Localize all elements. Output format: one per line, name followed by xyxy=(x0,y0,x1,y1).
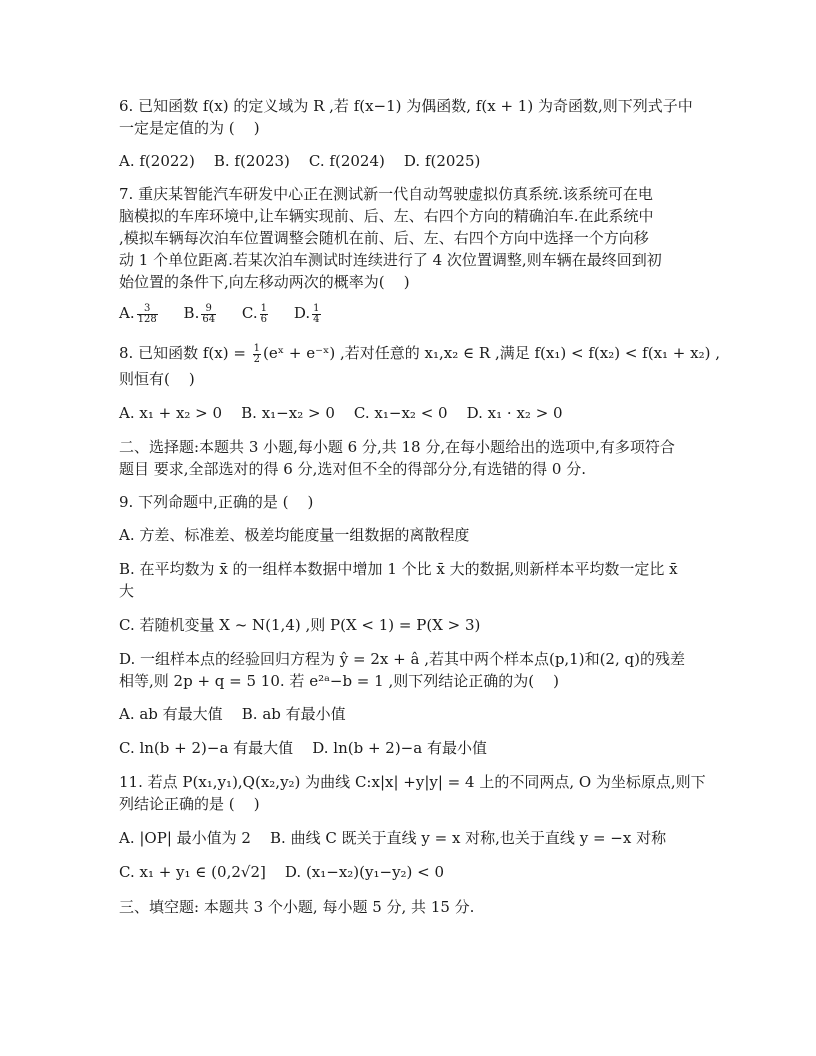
q9-option-d-line1: D. 一组样本点的经验回归方程为 ŷ = 2x + â ,若其中两个样本点(p,1)和(2, q)的残差 xyxy=(119,650,685,668)
q7-option-a-fraction: $\frac{3}{128}$ xyxy=(137,302,157,325)
q6-stem-line1: 6. 已知函数 f(x) 的定义域为 R ,若 f(x−1) 为偶函数, f(x + 1) 为奇函数,则下列式子中 xyxy=(119,97,693,115)
q7-option-d-label: D. xyxy=(293,304,311,322)
q7-stem-line4: 动 1 个单位距离.若某次泊车测试时连续进行了 4 次位置调整,则车辆在最终回到初 xyxy=(119,251,662,269)
q7-option-b-label: B. xyxy=(183,304,200,322)
q6-options: A. f(2022) B. f(2023) C. f(2024) D. f(2025) xyxy=(119,152,481,170)
q9-option-d-line2: 相等,则 2p + q = 5 10. 若 e²ᵃ−b = 1 ,则下列结论正确的为( ) xyxy=(119,672,560,690)
q7-option-d-fraction: $\frac{1}{4}$ xyxy=(313,302,320,325)
q10-options-cd: C. ln(b + 2)−a 有最大值 D. ln(b + 2)−a 有最小值 xyxy=(119,739,487,757)
q11-stem-line2: 列结论正确的是 ( ) xyxy=(119,795,260,813)
q9-stem: 9. 下列命题中,正确的是 ( ) xyxy=(119,493,314,511)
section2-heading-line1: 二、选择题:本题共 3 小题,每小题 6 分,共 18 分,在每小题给出的选项中,有多项符合 xyxy=(119,438,675,456)
q8-options: A. x₁ + x₂ > 0 B. x₁−x₂ > 0 C. x₁−x₂ < 0 D. x₁ · x₂ > 0 xyxy=(119,404,563,422)
q7-stem-line3: ,模拟车辆每次泊车位置调整会随机在前、后、左、右四个方向中选择一个方向移 xyxy=(119,229,649,247)
q7-stem-line2: 脑模拟的车库环境中,让车辆实现前、后、左、右四个方向的精确泊车.在此系统中 xyxy=(119,207,654,225)
q8-stem-prefix: 8. 已知函数 f(x) = xyxy=(119,344,251,362)
q7-stem-line5: 始位置的条件下,向左移动两次的概率为( ) xyxy=(119,273,410,291)
q7-options xyxy=(119,302,323,325)
q11-stem-line1: 11. 若点 P(x₁,y₁),Q(x₂,y₂) 为曲线 C:x|x| +y|y| = 4 上的不同两点, O 为坐标原点,则下 xyxy=(119,773,706,791)
q8-stem-suffix: (eˣ + e⁻ˣ) ,若对任意的 x₁,x₂ ∈ R ,满足 f(x₁) < f(x₂) < f(x₁ + x₂) , xyxy=(263,344,721,362)
q10-options-ab: A. ab 有最大值 B. ab 有最小值 xyxy=(119,705,346,723)
q7-option-c-label: C. xyxy=(241,304,258,322)
section2-heading-line2: 题目 要求,全部选对的得 6 分,选对但不全的得部分分,有选错的得 0 分. xyxy=(119,460,587,478)
q7-stem-line1: 7. 重庆某智能汽车研发中心正在测试新一代自动驾驶虚拟仿真系统.该系统可在电 xyxy=(119,185,653,203)
q11-options-ab: A. |OP| 最小值为 2 B. 曲线 C 既关于直线 y = x 对称,也关于直线 y = −x 对称 xyxy=(119,829,667,847)
q9-option-a: A. 方差、标准差、极差均能度量一组数据的离散程度 xyxy=(119,526,470,544)
q9-option-b-line2: 大 xyxy=(119,582,135,600)
q9-option-c: C. 若随机变量 X ~ N(1,4) ,则 P(X < 1) = P(X > 3) xyxy=(119,616,481,634)
q7-option-c-fraction: $\frac{1}{6}$ xyxy=(260,302,268,325)
q8-half-fraction: $\frac{1}{2}$ xyxy=(253,342,261,365)
section3-heading: 三、填空题: 本题共 3 个小题, 每小题 5 分, 共 15 分. xyxy=(119,898,475,916)
q11-options-cd: C. x₁ + y₁ ∈ (0,2√2] D. (x₁−x₂)(y₁−y₂) < 0 xyxy=(119,863,445,881)
q7-option-b-fraction: $\frac{9}{64}$ xyxy=(202,302,216,325)
q8-stem-line2: 则恒有( ) xyxy=(119,370,195,388)
q9-option-b-line1: B. 在平均数为 x̄ 的一组样本数据中增加 1 个比 x̄ 大的数据,则新样本平均数一定比 x̄ xyxy=(119,560,678,578)
q6-stem-line2: 一定是定值的为 ( ) xyxy=(119,119,260,137)
q8-stem-line1 xyxy=(119,342,720,365)
q7-option-a-label: A. xyxy=(119,304,135,322)
